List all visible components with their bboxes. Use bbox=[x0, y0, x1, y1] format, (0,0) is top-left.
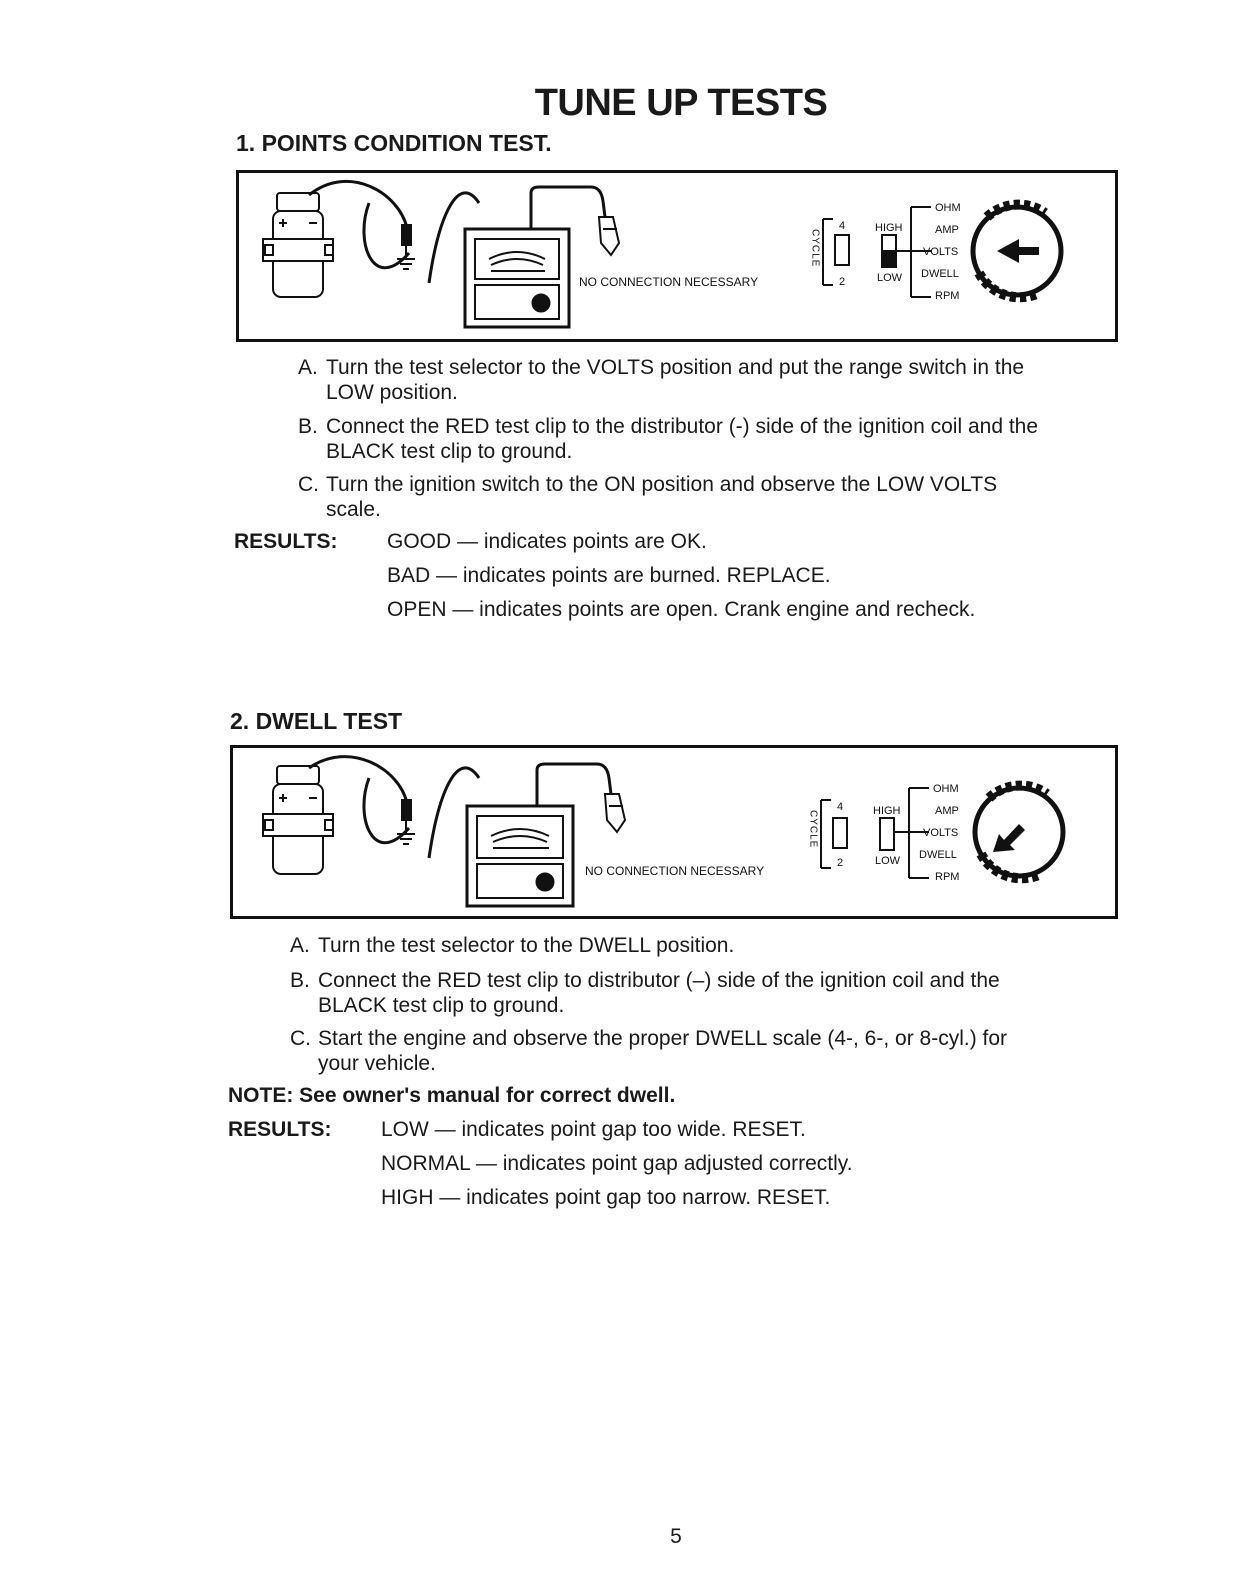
points-step-a: A. Turn the test selector to the VOLTS position and put the range switch in the LOW position. bbox=[298, 356, 1025, 404]
tester-meter-icon bbox=[467, 806, 573, 906]
cycle-top-label: 4 bbox=[839, 220, 846, 232]
dwell-step-a: A. Turn the test selector to the DWELL position. bbox=[290, 934, 735, 957]
selector-ohm-label: OHM bbox=[935, 202, 961, 214]
ignition-coil-icon bbox=[263, 193, 333, 297]
points-result-good: GOOD — indicates points are OK. bbox=[387, 530, 707, 553]
range-switch bbox=[882, 235, 896, 267]
dwell-results-label: RESULTS: bbox=[228, 1118, 332, 1141]
points-step-c: C. Turn the ignition switch to the ON position and observe the LOW VOLTS scale. bbox=[298, 473, 998, 521]
range-switch bbox=[880, 818, 894, 850]
points-test-illustration bbox=[239, 173, 1115, 339]
selector-amp-label: AMP bbox=[935, 805, 959, 817]
dwell-test-diagram bbox=[230, 745, 1118, 919]
selector-rpm-label: RPM bbox=[935, 871, 960, 883]
cycle-label: CYCLE bbox=[809, 229, 821, 268]
range-high-label: HIGH bbox=[873, 805, 901, 817]
dwell-note: NOTE: See owner's manual for correct dwell. bbox=[228, 1084, 676, 1107]
dwell-test-illustration bbox=[233, 748, 1115, 916]
selector-dial-icon bbox=[973, 205, 1061, 298]
range-low-label: LOW bbox=[877, 272, 903, 284]
selector-rpm-label: RPM bbox=[935, 290, 960, 302]
dwell-step-c: C. Start the engine and observe the proper DWELL scale (4-, 6-, or 8-cyl.) for your vehicle. bbox=[290, 1027, 1008, 1075]
selector-amp-label: AMP bbox=[935, 224, 959, 236]
selector-dial-icon bbox=[975, 786, 1063, 879]
tester-meter-icon bbox=[465, 229, 569, 327]
range-low-label: LOW bbox=[875, 855, 901, 867]
selector-ohm-label: OHM bbox=[933, 783, 959, 795]
ignition-coil-icon bbox=[263, 766, 333, 874]
section-heading-points-condition: 1. POINTS CONDITION TEST. bbox=[236, 130, 552, 156]
points-results-label: RESULTS: bbox=[234, 530, 338, 553]
points-test-diagram bbox=[236, 170, 1118, 342]
selector-dwell-label: DWELL bbox=[919, 849, 957, 861]
page-title: TUNE UP TESTS bbox=[534, 82, 828, 124]
page-number: 5 bbox=[670, 1525, 682, 1548]
points-step-b: B. Connect the RED test clip to the distributor (-) side of the ignition coil and the BLACK test clip to ground. bbox=[298, 415, 1039, 463]
dwell-result-normal: NORMAL — indicates point gap adjusted correctly. bbox=[381, 1152, 853, 1175]
points-result-bad: BAD — indicates points are burned. REPLACE. bbox=[387, 564, 831, 587]
dwell-result-high: HIGH — indicates point gap too narrow. RESET. bbox=[381, 1186, 831, 1209]
selector-volts-label: VOLTS bbox=[923, 246, 959, 258]
cycle-top-label: 4 bbox=[837, 801, 844, 813]
cycle-bottom-label: 2 bbox=[839, 276, 846, 288]
selector-volts-label: VOLTS bbox=[923, 827, 959, 839]
alligator-clip-icon bbox=[599, 217, 619, 255]
cycle-label: CYCLE bbox=[807, 810, 819, 849]
alligator-clip-icon bbox=[605, 794, 625, 832]
section-heading-dwell: 2. DWELL TEST bbox=[230, 708, 403, 734]
points-result-open: OPEN — indicates points are open. Crank engine and recheck. bbox=[387, 598, 976, 621]
selector-dwell-label: DWELL bbox=[921, 268, 959, 280]
dwell-step-b: B. Connect the RED test clip to distributor (–) side of the ignition coil and the BLACK test clip to ground. bbox=[290, 969, 1000, 1017]
no-connection-label: NO CONNECTION NECESSARY bbox=[585, 864, 765, 878]
no-connection-label: NO CONNECTION NECESSARY bbox=[579, 275, 759, 289]
range-high-label: HIGH bbox=[875, 222, 903, 234]
dwell-result-low: LOW — indicates point gap too wide. RESET. bbox=[381, 1118, 806, 1141]
cycle-bottom-label: 2 bbox=[837, 857, 844, 869]
